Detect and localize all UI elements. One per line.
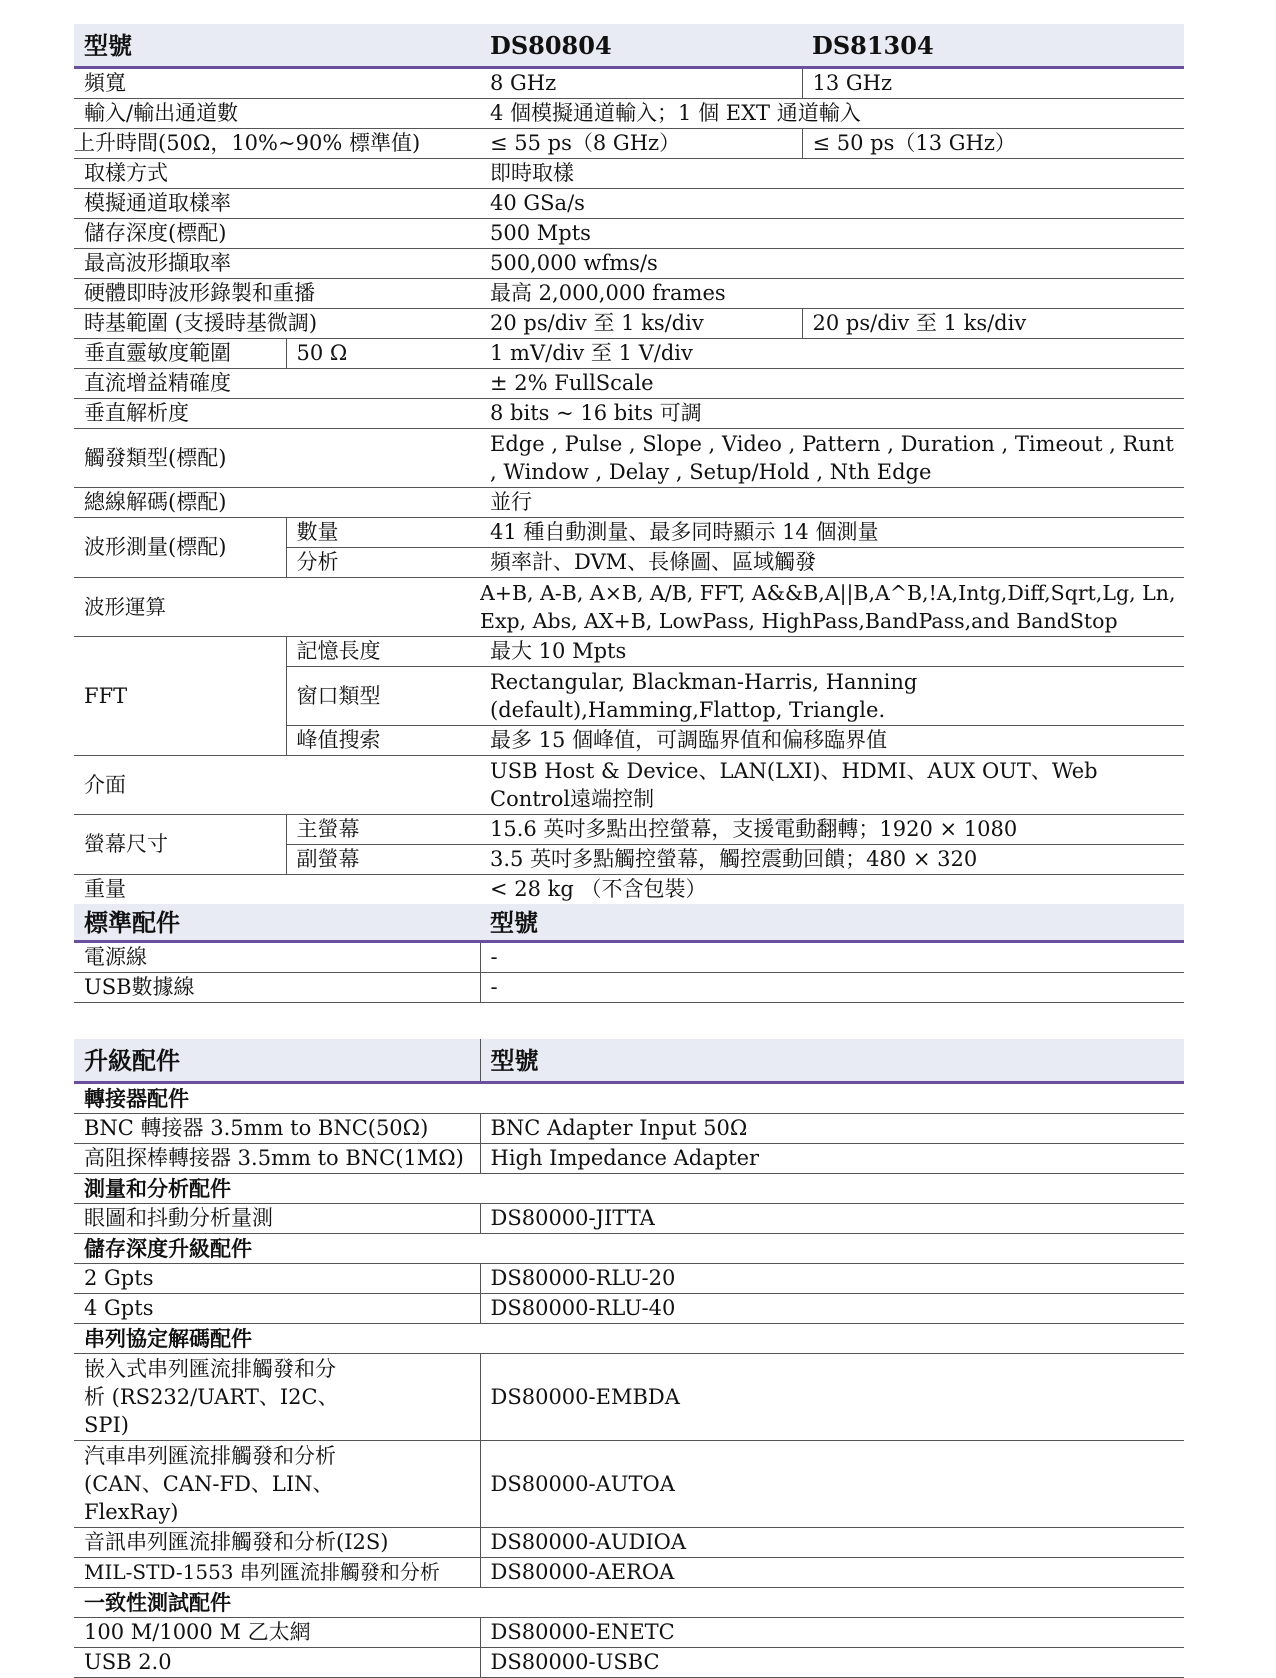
- value-a: 8 GHz: [480, 68, 802, 99]
- sub-label: 50 Ω: [286, 339, 480, 369]
- table-row: [74, 1528, 1184, 1558]
- label: 時基範圍 (支援時基微調): [74, 309, 480, 339]
- table-row: [74, 1618, 1184, 1648]
- value: 500 Mpts: [480, 219, 1184, 249]
- item-model: DS80000-RLU-40: [480, 1294, 1184, 1324]
- header-model: 型號: [480, 1039, 1184, 1083]
- header-label: 標準配件: [74, 904, 480, 942]
- row-sampling-mode: [74, 159, 1184, 189]
- value: 40 GSa/s: [480, 189, 1184, 219]
- value-b: 13 GHz: [802, 68, 1184, 99]
- item-model: DS80000-RLU-20: [480, 1264, 1184, 1294]
- value: Edge , Pulse , Slope , Video , Pattern , Duration , Timeout , Runt , Window , Delay , Setup/Hold , Nth Edge: [480, 429, 1184, 488]
- value: Rectangular, Blackman-Harris, Hanning (default),Hamming,Flattop, Triangle.: [480, 667, 1184, 726]
- value: 最高 2,000,000 frames: [480, 279, 1184, 309]
- row-memory-depth: [74, 219, 1184, 249]
- sub-label: 記憶長度: [286, 637, 480, 667]
- header-label: 型號: [74, 24, 480, 68]
- table-row: [74, 1354, 1184, 1441]
- value: 1 mV/div 至 1 V/div: [480, 339, 1184, 369]
- label: 取樣方式: [74, 159, 480, 189]
- item-model: -: [480, 942, 1184, 973]
- value: 15.6 英吋多點出控螢幕，支援電動翻轉；1920 × 1080: [480, 815, 1184, 845]
- sub-label: 數量: [286, 518, 480, 548]
- item-model: BNC Adapter Input 50Ω: [480, 1114, 1184, 1144]
- label: 觸發類型(標配): [74, 429, 480, 488]
- header-model-b: DS81304: [802, 24, 1184, 68]
- sub-label: 主螢幕: [286, 815, 480, 845]
- table-row: [74, 1441, 1184, 1528]
- sub-label: 峰值搜索: [286, 726, 480, 756]
- item-name: 音訊串列匯流排觸發和分析(I2S): [74, 1528, 480, 1558]
- row-channels: [74, 99, 1184, 129]
- label: 垂直解析度: [74, 399, 480, 429]
- value: 即時取樣: [480, 159, 1184, 189]
- row-bandwidth: [74, 68, 1184, 99]
- group-title-row: [74, 1588, 1184, 1618]
- table-row: [74, 1114, 1184, 1144]
- row-vertical-resolution: [74, 399, 1184, 429]
- label: 頻寬: [74, 68, 480, 99]
- value-b: ≤ 50 ps（13 GHz）: [802, 129, 1184, 159]
- item-name: 電源線: [74, 942, 480, 973]
- spec-header: [74, 24, 1184, 68]
- item-name: USB數據線: [74, 973, 480, 1003]
- group-title-row: [74, 1174, 1184, 1204]
- sub-label: 分析: [286, 548, 480, 578]
- item-model: DS80000-AUDIOA: [480, 1528, 1184, 1558]
- table-row: [74, 1144, 1184, 1174]
- label: 模擬通道取樣率: [74, 189, 480, 219]
- label: 波形測量(標配): [74, 518, 286, 578]
- item-name: 眼圖和抖動分析量測: [74, 1204, 480, 1234]
- row-fft-memory: [74, 637, 1184, 667]
- group-title: 一致性測試配件: [74, 1588, 1184, 1618]
- group-title-row: [74, 1083, 1184, 1114]
- upgrade-accessories-table: [74, 1039, 1184, 1678]
- item-name: 嵌入式串列匯流排觸發和分析 (RS232/UART、I2C、SPI): [74, 1354, 480, 1441]
- spec-table: [74, 24, 1184, 904]
- value: 500,000 wfms/s: [480, 249, 1184, 279]
- table-row: [74, 1648, 1184, 1678]
- row-dc-gain: [74, 369, 1184, 399]
- item-model: -: [480, 973, 1184, 1003]
- label: 硬體即時波形錄製和重播: [74, 279, 480, 309]
- item-name: 2 Gpts: [74, 1264, 480, 1294]
- row-weight: [74, 875, 1184, 905]
- label: 螢幕尺寸: [74, 815, 286, 875]
- value: 8 bits ~ 16 bits 可調: [480, 399, 1184, 429]
- group-title: 串列協定解碼配件: [74, 1324, 1184, 1354]
- sub-label: 副螢幕: [286, 845, 480, 875]
- group-title-row: [74, 1324, 1184, 1354]
- item-model: DS80000-ENETC: [480, 1618, 1184, 1648]
- header-label: 升級配件: [74, 1039, 480, 1083]
- value: 頻率計、DVM、長條圖、區域觸發: [480, 548, 1184, 578]
- row-timebase: [74, 309, 1184, 339]
- label: 上升時間(50Ω，10%~90% 標準值): [74, 129, 480, 159]
- row-hw-record: [74, 279, 1184, 309]
- value: 最大 10 Mpts: [480, 637, 1184, 667]
- row-rise-time: [74, 129, 1184, 159]
- row-bus-decode: [74, 488, 1184, 518]
- item-name: 4 Gpts: [74, 1294, 480, 1324]
- value: 4 個模擬通道輸入；1 個 EXT 通道輸入: [480, 99, 1184, 129]
- row-interface: [74, 756, 1184, 815]
- item-model: DS80000-AUTOA: [480, 1441, 1184, 1528]
- row-math: [74, 578, 1184, 637]
- label: 直流增益精確度: [74, 369, 480, 399]
- row-measure-count: [74, 518, 1184, 548]
- label: 重量: [84, 877, 126, 901]
- item-name: BNC 轉接器 3.5mm to BNC(50Ω): [74, 1114, 480, 1144]
- value: 並行: [480, 488, 1184, 518]
- label: 儲存深度(標配): [74, 219, 480, 249]
- sub-label: 窗口類型: [286, 667, 480, 726]
- label: FFT: [74, 637, 286, 756]
- row-trigger: [74, 429, 1184, 488]
- label: 輸入/輸出通道數: [74, 99, 480, 129]
- upgrade-header: [74, 1039, 1184, 1083]
- item-model: DS80000-EMBDA: [480, 1354, 1184, 1441]
- label: 最高波形擷取率: [74, 249, 480, 279]
- row-waveform-rate: [74, 249, 1184, 279]
- table-row: [74, 973, 1184, 1003]
- item-model: DS80000-USBC: [480, 1648, 1184, 1678]
- item-name: 高阻探棒轉接器 3.5mm to BNC(1MΩ): [74, 1144, 480, 1174]
- label: 總線解碼(標配): [74, 488, 480, 518]
- value: < 28 kg （不含包裝）: [490, 877, 707, 901]
- header-model: 型號: [480, 904, 1184, 942]
- value: ± 2% FullScale: [480, 369, 1184, 399]
- value: USB Host & Device、LAN(LXI)、HDMI、AUX OUT、Web Control遠端控制: [480, 756, 1184, 815]
- table-row: [74, 1294, 1184, 1324]
- item-name: MIL-STD-1553 串列匯流排觸發和分析: [74, 1558, 480, 1588]
- standard-header: [74, 904, 1184, 942]
- table-row: [74, 1558, 1184, 1588]
- group-title: 轉接器配件: [74, 1083, 1184, 1114]
- label: 垂直靈敏度範圍: [74, 339, 286, 369]
- group-title: 儲存深度升級配件: [74, 1234, 1184, 1264]
- item-name: USB 2.0: [74, 1648, 480, 1678]
- table-row: [74, 942, 1184, 973]
- label: 介面: [74, 756, 480, 815]
- group-title-row: [74, 1234, 1184, 1264]
- item-name: 100 M/1000 M 乙太網: [74, 1618, 480, 1648]
- item-model: High Impedance Adapter: [480, 1144, 1184, 1174]
- table-row: [74, 1204, 1184, 1234]
- row-vertical-sensitivity: [74, 339, 1184, 369]
- item-model: DS80000-JITTA: [480, 1204, 1184, 1234]
- item-model: DS80000-AEROA: [480, 1558, 1184, 1588]
- row-sample-rate: [74, 189, 1184, 219]
- label: 波形運算: [74, 578, 480, 637]
- value-a: 20 ps/div 至 1 ks/div: [480, 309, 802, 339]
- spec-sheet: [74, 24, 1184, 1678]
- value: A+B, A-B, A×B, A/B, FFT, A&&B,A||B,A^B,!A,Intg,Diff,Sqrt,Lg, Ln, Exp, Abs, AX+B, LowPass, HighPass,BandPass,and BandStop: [480, 578, 1184, 637]
- standard-accessories-table: [74, 904, 1184, 1003]
- item-name: 汽車串列匯流排觸發和分析 (CAN、CAN-FD、LIN、FlexRay): [74, 1441, 480, 1528]
- table-row: [74, 1264, 1184, 1294]
- value-b: 20 ps/div 至 1 ks/div: [802, 309, 1184, 339]
- value: 最多 15 個峰值，可調臨界值和偏移臨界值: [480, 726, 1184, 756]
- group-title: 測量和分析配件: [74, 1174, 1184, 1204]
- value-a: ≤ 55 ps（8 GHz）: [480, 129, 802, 159]
- header-model-a: DS80804: [480, 24, 802, 68]
- row-screen-main: [74, 815, 1184, 845]
- value: 41 種自動測量、最多同時顯示 14 個測量: [480, 518, 1184, 548]
- value: 3.5 英吋多點觸控螢幕，觸控震動回饋；480 × 320: [480, 845, 1184, 875]
